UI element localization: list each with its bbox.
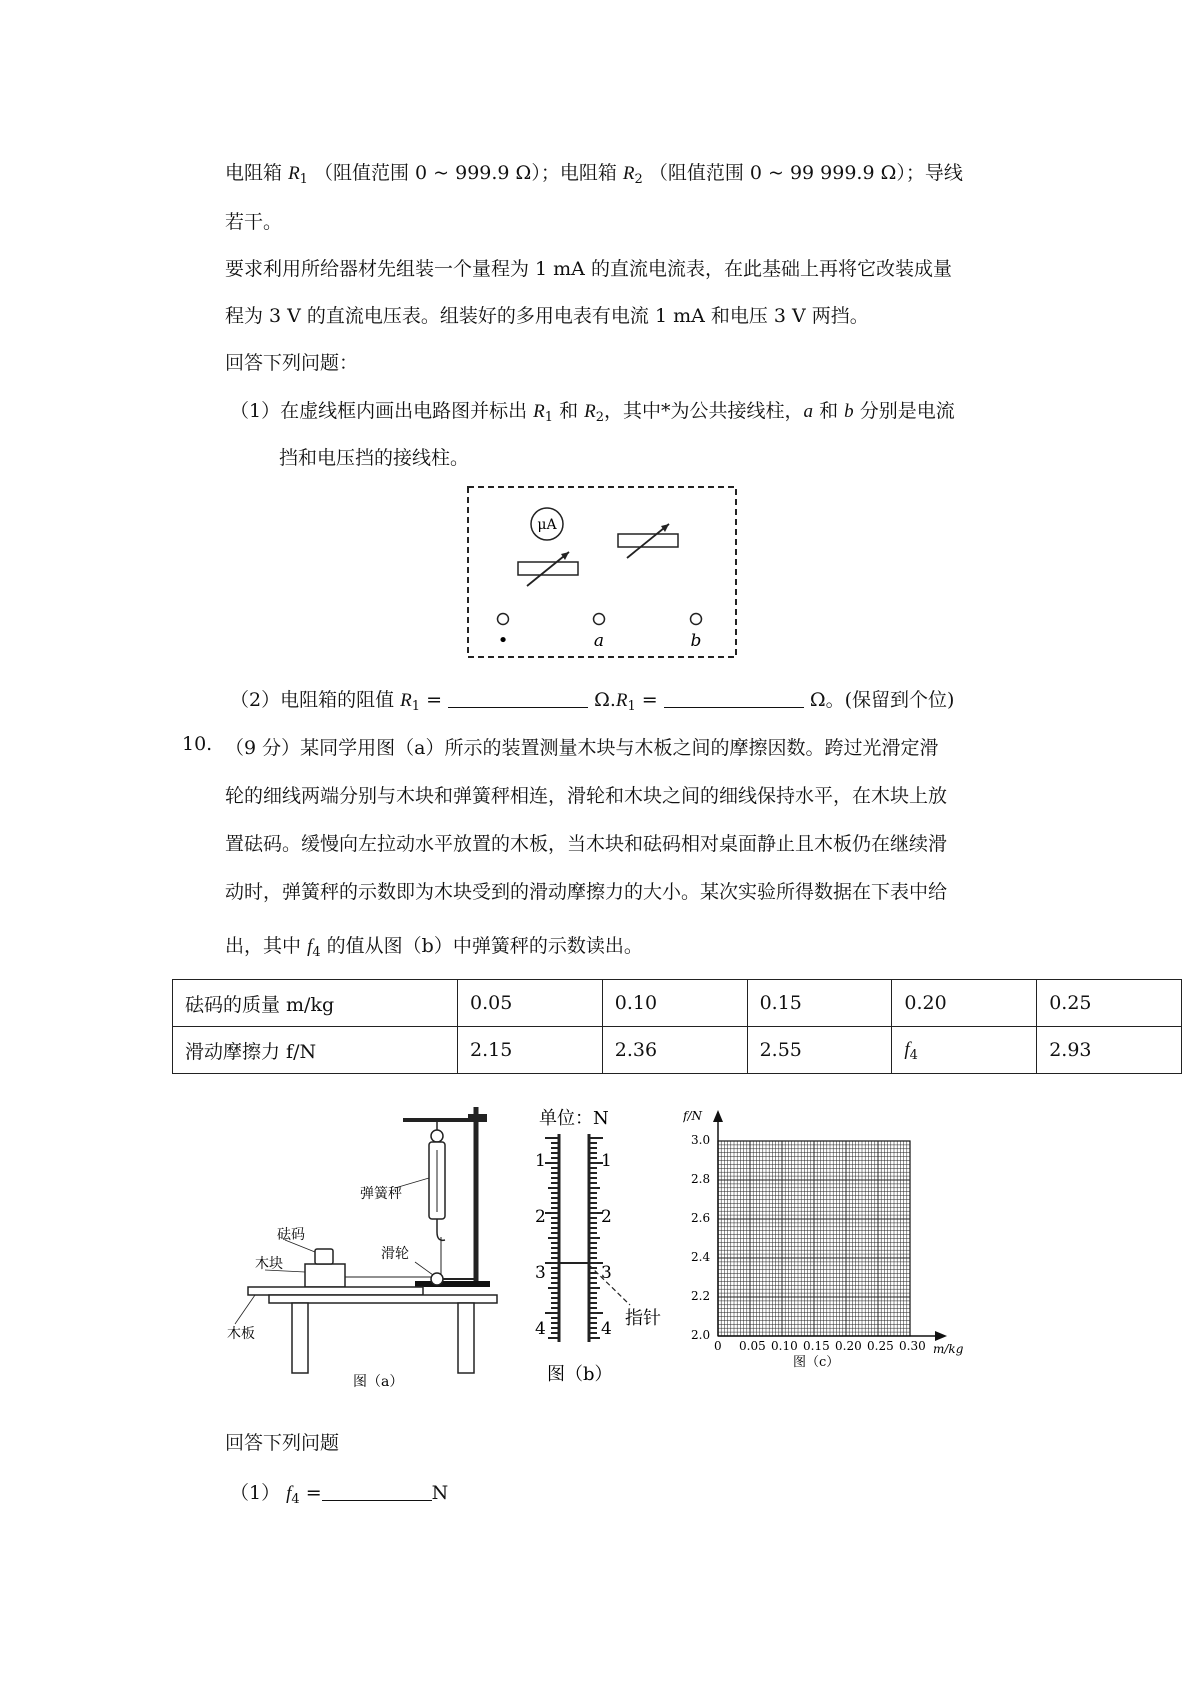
answer-blank-r2[interactable] bbox=[664, 689, 804, 708]
table-cell: 砝码的质量 m/kg bbox=[173, 980, 458, 1027]
q10-line1: （9 分）某同学用图（a）所示的装置测量木块与木板之间的摩擦因数。跨过光滑定滑 bbox=[225, 737, 939, 759]
q10-1-eq: = bbox=[299, 1482, 322, 1504]
y-tick-label: 2.4 bbox=[691, 1250, 711, 1264]
y-tick-label: 2.8 bbox=[691, 1172, 711, 1186]
table-cell: 0.05 bbox=[458, 980, 603, 1027]
table-cell: 滑动摩擦力 f/N bbox=[173, 1027, 458, 1074]
q1-suffix: 分别是电流 bbox=[859, 400, 955, 422]
tick-left-3: 3 bbox=[535, 1263, 546, 1283]
circuit-box bbox=[465, 484, 740, 660]
table-cell: 0.25 bbox=[1037, 980, 1182, 1027]
scale-ticks bbox=[545, 1138, 603, 1338]
weight-icon bbox=[315, 1249, 333, 1264]
x-tick-label: 0.05 bbox=[739, 1339, 766, 1353]
text-prefix: 电阻箱 bbox=[225, 162, 283, 184]
label-b: b bbox=[690, 631, 702, 651]
q10-1-sub: 4 bbox=[291, 1492, 300, 1507]
q2-r1b: R bbox=[615, 690, 628, 711]
table-top bbox=[269, 1295, 497, 1303]
figure-b bbox=[525, 1102, 675, 1402]
q10-f4-sub: 4 bbox=[312, 945, 321, 960]
y-tick-label: 3.0 bbox=[691, 1133, 711, 1147]
figure-a bbox=[225, 1102, 525, 1402]
r1-range: （阻值范围 0 ~ 999.9 Ω）；电阻箱 bbox=[314, 162, 617, 184]
tail-answer-prompt: 回答下列问题 bbox=[225, 1432, 340, 1454]
q1-mid: ，其中*为公共接线柱， bbox=[604, 400, 804, 422]
x-tick-label: 0.15 bbox=[803, 1339, 830, 1353]
f4-symbol: f bbox=[904, 1038, 910, 1060]
arrow-head-1 bbox=[561, 552, 569, 560]
q10-line2: 轮的细线两端分别与木块和弹簧秤相连，滑轮和木块之间的细线保持水平，在木块上放 bbox=[225, 785, 948, 807]
table-cell: 2.15 bbox=[458, 1027, 603, 1074]
q2-eq: = bbox=[420, 689, 449, 711]
table-leg-left bbox=[292, 1303, 308, 1373]
x-tick-label: 0.10 bbox=[771, 1339, 798, 1353]
q10-line3: 置砝码。缓慢向左拉动水平放置的木板，当木块和砝码相对桌面静止且木板仍在继续滑 bbox=[225, 833, 948, 855]
spring-ring bbox=[431, 1130, 443, 1142]
question-9-2 bbox=[230, 685, 954, 714]
q1-r1-sub: 1 bbox=[544, 410, 554, 425]
line-resistor-boxes bbox=[225, 158, 963, 187]
label-weight: 砝码 bbox=[277, 1227, 305, 1243]
y-tick-label: 2.0 bbox=[691, 1328, 711, 1342]
q1-prefix: （1）在虚线框内画出电路图并标出 bbox=[230, 400, 528, 422]
q1-r1: R bbox=[533, 401, 545, 422]
label-a: a bbox=[593, 631, 605, 651]
table-cell: 2.36 bbox=[602, 1027, 747, 1074]
q10-line4: 动时，弹簧秤的示数即为木块受到的滑动摩擦力的大小。某次实验所得数据在下表中给 bbox=[225, 881, 948, 903]
table-cell: 2.93 bbox=[1037, 1027, 1182, 1074]
wood-block bbox=[305, 1264, 345, 1287]
table-leg-right bbox=[458, 1303, 474, 1373]
q2-prefix: （2）电阻箱的阻值 bbox=[230, 689, 395, 711]
y-axis-label: f/N bbox=[683, 1109, 702, 1123]
table-row bbox=[173, 980, 1182, 1027]
q2-r1-sub: 1 bbox=[411, 699, 421, 714]
label-pointer: 指针 bbox=[625, 1308, 661, 1329]
caption-a: 图（a） bbox=[353, 1374, 404, 1390]
q1-and: 和 bbox=[559, 400, 579, 422]
leader-pulley bbox=[415, 1262, 433, 1275]
x-tick-label: 0.25 bbox=[867, 1339, 894, 1353]
leader-board bbox=[235, 1295, 255, 1324]
tick-left-1: 1 bbox=[535, 1151, 546, 1171]
label-block: 木块 bbox=[255, 1256, 283, 1272]
q1-and2: 和 bbox=[819, 400, 839, 422]
y-tick-label: 2.6 bbox=[691, 1211, 711, 1225]
table-cell: 0.15 bbox=[747, 980, 892, 1027]
ammeter-label: μA bbox=[537, 517, 557, 533]
tick-right-2: 2 bbox=[601, 1207, 612, 1227]
q10-line5-suffix: 的值从图（b）中弹簧秤的示数读出。 bbox=[326, 935, 643, 957]
table-cell-f4 bbox=[892, 1027, 1037, 1074]
answer-blank-f4[interactable] bbox=[322, 1482, 432, 1501]
q2-r1b-sub: 1 bbox=[627, 699, 636, 714]
x-tick-label: 0 bbox=[714, 1339, 722, 1353]
common-mark: • bbox=[497, 630, 509, 651]
q2-unit2: Ω。(保留到个位) bbox=[809, 689, 955, 711]
q1-r2: R bbox=[584, 401, 596, 422]
q1-a: a bbox=[803, 401, 814, 422]
f4-subscript: 4 bbox=[909, 1047, 918, 1063]
x-tick-label: 0.30 bbox=[899, 1339, 926, 1353]
q2-unit1: Ω. bbox=[594, 689, 616, 711]
data-table bbox=[172, 979, 1182, 1074]
chart-grid bbox=[718, 1141, 910, 1336]
line-answer-prompt: 回答下列问题： bbox=[225, 352, 359, 374]
q1-r2-sub: 2 bbox=[595, 410, 605, 425]
tick-right-1: 1 bbox=[601, 1151, 612, 1171]
r2-range: （阻值范围 0 ~ 99 999.9 Ω）；导线 bbox=[648, 162, 963, 184]
tick-right-3: 3 bbox=[601, 1263, 612, 1283]
question-9-1 bbox=[230, 396, 955, 425]
q10-line5 bbox=[225, 931, 643, 960]
tick-left-2: 2 bbox=[535, 1207, 546, 1227]
table-cell: 2.55 bbox=[747, 1027, 892, 1074]
table-row bbox=[173, 1027, 1182, 1074]
y-axis-arrow-icon bbox=[713, 1110, 723, 1122]
q10-1-prefix: （1） bbox=[230, 1482, 281, 1504]
caption-c: 图（c） bbox=[793, 1355, 840, 1370]
line-requirement-1: 要求利用所给器材先组装一个量程为 1 mA 的直流电流表，在此基础上再将它改装成量 bbox=[225, 258, 952, 280]
terminal-b bbox=[691, 614, 702, 625]
wood-board bbox=[248, 1287, 423, 1295]
q1-b: b bbox=[844, 401, 854, 422]
unit-label: 单位：N bbox=[539, 1108, 609, 1129]
question-10-number: 10. bbox=[182, 733, 213, 755]
r2-subscript: 2 bbox=[634, 172, 643, 187]
q10-line5-prefix: 出，其中 bbox=[225, 935, 302, 957]
table-cell: 0.10 bbox=[602, 980, 747, 1027]
label-spring-scale: 弹簧秤 bbox=[360, 1186, 402, 1202]
x-axis-arrow-icon bbox=[935, 1331, 947, 1341]
line-requirement-2: 程为 3 V 的直流电压表。组装好的多用电表有电流 1 mA 和电压 3 V 两挡。 bbox=[225, 305, 869, 327]
r1-symbol: R bbox=[288, 163, 300, 184]
q10-1-f: f bbox=[286, 1483, 292, 1504]
x-axis-label: m/kg bbox=[933, 1342, 964, 1356]
label-board: 木板 bbox=[227, 1326, 255, 1342]
question-9-1-cont: 挡和电压挡的接线柱。 bbox=[279, 447, 470, 469]
q2-eq2: = bbox=[635, 689, 664, 711]
question-10-1 bbox=[230, 1478, 448, 1507]
arrow-head-2 bbox=[661, 524, 669, 532]
table-cell: 0.20 bbox=[892, 980, 1037, 1027]
answer-blank-r1[interactable] bbox=[448, 689, 588, 708]
q10-1-unit: N bbox=[431, 1482, 449, 1504]
r2-symbol: R bbox=[622, 163, 635, 184]
terminal-common bbox=[498, 614, 509, 625]
q2-r1: R bbox=[400, 690, 412, 711]
tick-left-4: 4 bbox=[535, 1319, 546, 1339]
caption-b: 图（b） bbox=[547, 1364, 613, 1385]
q10-f4: f bbox=[307, 936, 313, 957]
y-tick-label: 2.2 bbox=[691, 1289, 711, 1303]
x-tick-label: 0.20 bbox=[835, 1339, 862, 1353]
line-wires: 若干。 bbox=[225, 211, 283, 233]
r1-subscript: 1 bbox=[299, 172, 308, 187]
label-pulley: 滑轮 bbox=[381, 1246, 409, 1262]
terminal-a bbox=[594, 614, 605, 625]
tick-right-4: 4 bbox=[601, 1319, 612, 1339]
figure-c-chart bbox=[683, 1108, 973, 1388]
